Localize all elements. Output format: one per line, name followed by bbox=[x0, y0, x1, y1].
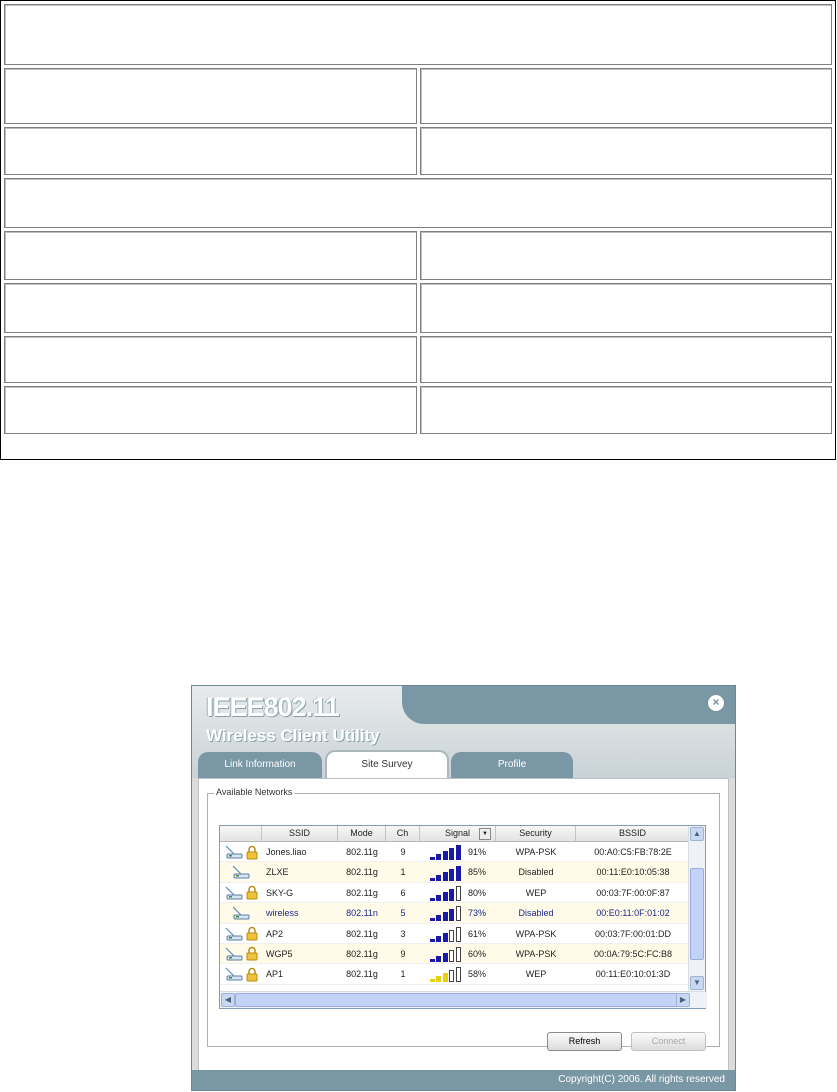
cell-signal bbox=[420, 964, 496, 983]
signal-percent: 61% bbox=[467, 928, 486, 939]
network-icon-cell bbox=[220, 964, 262, 983]
cell-bssid: 00:11:E0:10:01:3D bbox=[595, 969, 671, 980]
signal-bar bbox=[443, 912, 448, 921]
signal-bar bbox=[443, 851, 448, 860]
cell-signal bbox=[420, 862, 496, 881]
signal-bar bbox=[436, 895, 441, 901]
cell-bssid: 00:11:E0:10:05:38 bbox=[596, 867, 670, 878]
signal-bar bbox=[456, 967, 461, 982]
network-icon-cell bbox=[220, 924, 262, 943]
table-row[interactable] bbox=[220, 842, 690, 862]
network-icon-cell bbox=[220, 862, 262, 881]
lock-icon bbox=[246, 845, 258, 860]
signal-bar bbox=[449, 869, 454, 881]
table-row[interactable] bbox=[220, 964, 690, 984]
brand-subtitle: Wireless Client Utility bbox=[206, 726, 380, 745]
signal-bar bbox=[449, 848, 454, 860]
cell-signal bbox=[420, 924, 496, 943]
header-col-security[interactable]: Security bbox=[496, 826, 576, 841]
signal-bar bbox=[443, 973, 448, 982]
lock-icon bbox=[246, 885, 258, 900]
signal-strength-icon bbox=[430, 967, 464, 982]
signal-bar bbox=[436, 854, 441, 860]
cell-ssid: Jones.liao bbox=[266, 847, 307, 857]
table-cell bbox=[4, 283, 417, 333]
cell-ssid: ZLXE bbox=[266, 867, 289, 878]
vertical-scrollbar[interactable] bbox=[688, 826, 705, 991]
signal-percent: 85% bbox=[467, 867, 486, 878]
cell-mode: 802.11g bbox=[346, 847, 378, 857]
cell-signal bbox=[420, 842, 496, 861]
scroll-up-icon[interactable]: ▲ bbox=[690, 827, 704, 841]
cell-security: WEP bbox=[525, 969, 547, 980]
cell-security: WPA-PSK bbox=[515, 948, 557, 959]
horizontal-scroll-thumb[interactable] bbox=[235, 993, 690, 1007]
network-icon-cell bbox=[220, 944, 262, 963]
table-cell bbox=[4, 68, 417, 124]
cell-ch: 9 bbox=[400, 847, 406, 857]
tab-site-survey[interactable]: Site Survey bbox=[325, 750, 449, 780]
signal-strength-icon bbox=[430, 927, 464, 942]
signal-bar bbox=[443, 892, 448, 901]
cell-mode: 802.11g bbox=[346, 948, 378, 959]
access-point-icon bbox=[224, 926, 244, 942]
signal-bar bbox=[443, 872, 448, 881]
table-row[interactable] bbox=[220, 862, 690, 882]
tab-link-information[interactable]: Link Information bbox=[198, 752, 322, 778]
scroll-right-icon[interactable]: ▶ bbox=[676, 993, 690, 1007]
cell-ssid: wireless bbox=[266, 908, 299, 919]
cell-ch: 1 bbox=[400, 969, 406, 980]
signal-percent: 80% bbox=[467, 887, 486, 898]
header-col-bssid[interactable]: BSSID bbox=[576, 826, 690, 841]
cell-signal bbox=[420, 883, 496, 902]
group-label: Available Networks bbox=[216, 787, 293, 797]
table-section-cell bbox=[4, 178, 832, 228]
access-point-icon bbox=[224, 885, 244, 901]
signal-bar bbox=[443, 953, 448, 962]
table-row[interactable] bbox=[220, 944, 690, 964]
table-cell bbox=[420, 336, 833, 383]
access-point-icon bbox=[224, 966, 244, 982]
signal-bar bbox=[456, 866, 461, 881]
header-band bbox=[402, 686, 735, 724]
table-cell bbox=[420, 127, 833, 175]
cell-bssid: 00:03:7F:00:0F:87 bbox=[596, 887, 670, 898]
lock-icon bbox=[246, 967, 258, 982]
header-col-icon[interactable] bbox=[220, 826, 262, 841]
refresh-button[interactable]: Refresh bbox=[547, 1032, 622, 1051]
cell-security: WEP bbox=[525, 887, 547, 898]
signal-bar bbox=[456, 906, 461, 921]
signal-bar bbox=[436, 956, 441, 962]
cell-mode: 802.11g bbox=[346, 969, 378, 980]
network-list bbox=[219, 825, 706, 1009]
wireless-utility-window bbox=[191, 685, 736, 1091]
scroll-left-icon[interactable]: ◀ bbox=[221, 993, 235, 1007]
cell-signal bbox=[420, 944, 496, 963]
cell-ssid: SKY-G bbox=[266, 887, 294, 898]
network-icon-cell bbox=[220, 842, 262, 861]
cell-ch: 1 bbox=[400, 867, 406, 878]
signal-bar bbox=[430, 939, 435, 942]
table-row[interactable] bbox=[220, 883, 690, 903]
cell-ssid: WGP5 bbox=[266, 948, 293, 959]
cell-mode: 802.11g bbox=[346, 867, 378, 878]
cell-security: WPA-PSK bbox=[515, 928, 557, 939]
table-cell bbox=[4, 336, 417, 383]
table-cell bbox=[4, 231, 417, 280]
signal-bar bbox=[430, 918, 435, 921]
header-col-ssid[interactable]: SSID bbox=[262, 826, 338, 841]
signal-bar bbox=[430, 878, 435, 881]
network-icon-cell bbox=[220, 883, 262, 902]
table-cell bbox=[420, 68, 833, 124]
network-rows bbox=[220, 842, 690, 990]
window-footer bbox=[192, 1070, 735, 1090]
cell-bssid: 00:A0:C5:FB:78:2E bbox=[594, 847, 672, 857]
cell-bssid: 00:0A:79:5C:FC:B8 bbox=[593, 948, 673, 959]
table-cell bbox=[420, 283, 833, 333]
cell-bssid: 00:03:7F:00:01:DD bbox=[594, 928, 672, 939]
table-header-cell bbox=[4, 4, 832, 65]
signal-bar bbox=[456, 947, 461, 962]
signal-bar bbox=[436, 875, 441, 881]
cell-bssid: 00:E0:11:0F:01:02 bbox=[596, 908, 670, 919]
signal-percent: 91% bbox=[467, 847, 486, 857]
access-point-icon bbox=[231, 905, 251, 921]
cell-mode: 802.11g bbox=[346, 887, 378, 898]
cell-security: Disabled bbox=[518, 908, 554, 919]
scroll-down-icon[interactable]: ▼ bbox=[690, 976, 704, 990]
cell-ch: 5 bbox=[400, 908, 406, 919]
tab-profile[interactable]: Profile bbox=[451, 752, 573, 778]
signal-bar bbox=[430, 959, 435, 962]
copyright-text: Copyright(C) 2006. All rights reserved bbox=[558, 1074, 725, 1085]
cell-ch: 3 bbox=[400, 928, 406, 939]
table-row[interactable] bbox=[220, 903, 690, 923]
signal-strength-icon bbox=[430, 886, 464, 901]
signal-bar bbox=[456, 845, 461, 860]
signal-bar bbox=[449, 950, 454, 962]
cell-ch: 9 bbox=[400, 948, 406, 959]
table-cell bbox=[420, 231, 833, 280]
connect-button[interactable]: Connect bbox=[631, 1032, 706, 1051]
close-icon[interactable]: × bbox=[707, 694, 725, 712]
cell-ssid: AP2 bbox=[266, 928, 284, 939]
signal-bar bbox=[449, 970, 454, 982]
network-icon-cell bbox=[220, 903, 262, 922]
cell-security: Disabled bbox=[518, 867, 554, 878]
brand-title: IEEE802.11 bbox=[206, 692, 339, 722]
signal-bar bbox=[430, 898, 435, 901]
cell-signal bbox=[420, 903, 496, 922]
header-col-ch[interactable]: Ch bbox=[386, 826, 420, 841]
signal-bar bbox=[443, 933, 448, 942]
signal-percent: 60% bbox=[467, 948, 486, 959]
table-row[interactable] bbox=[220, 924, 690, 944]
horizontal-scrollbar[interactable] bbox=[220, 991, 707, 1008]
cell-mode: 802.11n bbox=[346, 908, 378, 919]
access-point-icon bbox=[224, 844, 244, 860]
header-col-mode[interactable]: Mode bbox=[338, 826, 386, 841]
signal-strength-icon bbox=[430, 906, 464, 921]
signal-strength-icon bbox=[430, 845, 464, 860]
vertical-scroll-thumb[interactable] bbox=[690, 868, 704, 960]
cell-ch: 6 bbox=[400, 887, 406, 898]
access-point-icon bbox=[224, 946, 244, 962]
signal-bar bbox=[456, 886, 461, 901]
signal-strength-icon bbox=[430, 947, 464, 962]
signal-bar bbox=[449, 889, 454, 901]
signal-bar bbox=[449, 909, 454, 921]
lock-icon bbox=[246, 946, 258, 961]
signal-percent: 73% bbox=[467, 908, 486, 919]
signal-bar bbox=[430, 857, 435, 860]
signal-bar bbox=[436, 915, 441, 921]
cell-security: WPA-PSK bbox=[515, 847, 557, 857]
header-col-signal[interactable]: Signal ▼ bbox=[420, 826, 496, 841]
sort-dropdown-icon[interactable]: ▼ bbox=[479, 828, 491, 840]
signal-bar bbox=[449, 930, 454, 942]
table-cell bbox=[4, 386, 417, 434]
signal-bar bbox=[436, 976, 441, 982]
access-point-icon bbox=[231, 864, 251, 880]
cell-mode: 802.11g bbox=[346, 928, 378, 939]
signal-bar bbox=[456, 927, 461, 942]
signal-strength-icon bbox=[430, 866, 464, 881]
table-cell bbox=[4, 127, 417, 175]
table-cell bbox=[420, 386, 833, 434]
signal-bar bbox=[436, 936, 441, 942]
network-list-header bbox=[220, 826, 690, 842]
signal-percent: 58% bbox=[467, 969, 486, 980]
lock-icon bbox=[246, 926, 258, 941]
window-header bbox=[192, 686, 735, 778]
document-table bbox=[0, 0, 836, 460]
signal-bar bbox=[430, 979, 435, 982]
cell-ssid: AP1 bbox=[266, 969, 284, 980]
